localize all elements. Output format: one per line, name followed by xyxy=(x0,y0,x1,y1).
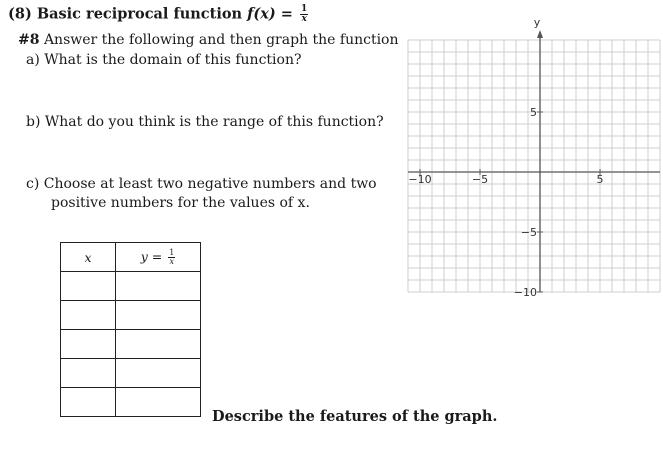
table-header-y xyxy=(116,243,201,272)
table-header-row xyxy=(61,243,201,272)
table-cell-x[interactable] xyxy=(61,272,116,301)
table-header-x: x xyxy=(61,243,116,272)
y-axis-label: y xyxy=(533,16,541,29)
instructions-text: Answer the following and then graph the function xyxy=(43,32,399,48)
question-b-text: What do you think is the range of this function? xyxy=(44,114,384,130)
title-function: f(x) = xyxy=(247,5,293,23)
table-row xyxy=(61,330,201,359)
y-tick-label: 5 xyxy=(530,106,537,119)
table-row xyxy=(61,272,201,301)
instructions-number: #8 xyxy=(18,32,40,48)
title-fraction xyxy=(300,5,308,24)
table-row xyxy=(61,359,201,388)
question-c-text-line2: positive numbers for the values of x. xyxy=(51,195,310,211)
values-table xyxy=(60,242,201,417)
x-tick-label: 5 xyxy=(596,173,604,186)
table-cell-y[interactable] xyxy=(116,359,201,388)
question-b xyxy=(26,114,384,130)
table-cell-x[interactable] xyxy=(61,330,116,359)
table-header-y-fraction xyxy=(168,249,175,266)
grid-lines xyxy=(408,40,660,292)
page-title xyxy=(8,5,308,24)
question-a-text: What is the domain of this function? xyxy=(44,52,302,68)
table-cell-y[interactable] xyxy=(116,301,201,330)
question-c-text-line1: Choose at least two negative numbers and two xyxy=(43,176,377,192)
table-cell-x[interactable] xyxy=(61,359,116,388)
y-tick-label: −10 xyxy=(513,286,537,299)
title-prefix: (8) Basic reciprocal function xyxy=(8,5,243,23)
tick-marks xyxy=(420,112,600,292)
instructions xyxy=(18,32,399,48)
table-header-y-numerator: 1 xyxy=(169,247,175,257)
question-b-marker: b) xyxy=(26,114,41,130)
table-cell-x[interactable] xyxy=(61,301,116,330)
table-cell-y[interactable] xyxy=(116,272,201,301)
table-row xyxy=(61,388,201,417)
coordinate-grid[interactable] xyxy=(398,16,663,299)
table-header-y-prefix: y = xyxy=(140,248,163,264)
y-axis-arrow-icon xyxy=(537,30,543,38)
question-c-continued xyxy=(51,195,310,211)
table-cell-y[interactable] xyxy=(116,330,201,359)
tick-labels xyxy=(408,16,603,299)
table-row xyxy=(61,301,201,330)
axes xyxy=(408,30,660,292)
describe-prompt: Describe the features of the graph. xyxy=(212,408,498,425)
x-tick-label: −10 xyxy=(408,173,432,186)
question-c-marker: c) xyxy=(26,176,40,192)
title-fraction-denominator: x xyxy=(301,14,307,24)
question-a xyxy=(26,52,301,68)
x-tick-label: −5 xyxy=(471,173,489,186)
question-c xyxy=(26,176,377,192)
table-header-y-denominator: x xyxy=(169,256,174,266)
table-cell-y[interactable] xyxy=(116,388,201,417)
question-a-marker: a) xyxy=(26,52,40,68)
table-cell-x[interactable] xyxy=(61,388,116,417)
y-tick-label: −5 xyxy=(520,226,537,239)
title-fraction-numerator: 1 xyxy=(301,4,308,14)
